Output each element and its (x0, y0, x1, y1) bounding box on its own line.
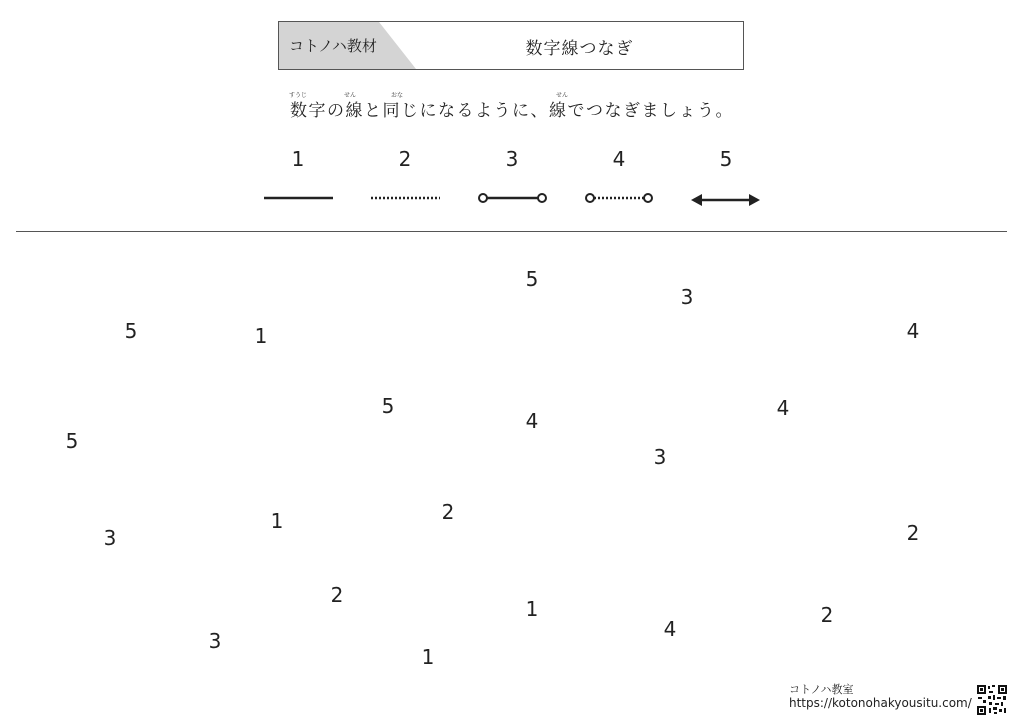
legend-number-5: 5 (719, 147, 733, 171)
instruction-text: 数字の線と同じになるように、線でつなぎましょう。 (290, 101, 734, 121)
section-divider (16, 231, 1007, 232)
furigana-suuji: すうじ (289, 92, 308, 99)
point-number[interactable]: 4 (906, 319, 920, 343)
point-number[interactable]: 3 (653, 445, 667, 469)
point-number[interactable]: 4 (776, 396, 790, 420)
point-number[interactable]: 4 (525, 409, 539, 433)
point-number[interactable]: 2 (906, 521, 920, 545)
legend-line-samples (0, 180, 1024, 220)
legend-number-2: 2 (398, 147, 412, 171)
point-number[interactable]: 1 (254, 324, 268, 348)
qr-code-icon (976, 684, 1008, 716)
point-number[interactable]: 2 (441, 500, 455, 524)
footer-url-link[interactable]: https://kotonohakyousitu.com/ (789, 696, 972, 710)
footer-site-name: コトノハ教室 (789, 683, 854, 696)
point-number[interactable]: 3 (103, 526, 117, 550)
furigana-sen-1: せん (344, 92, 357, 99)
point-number[interactable]: 5 (381, 394, 395, 418)
point-number[interactable]: 5 (124, 319, 138, 343)
point-number[interactable]: 1 (421, 645, 435, 669)
legend-line-5-double-arrow (691, 194, 760, 206)
point-number[interactable]: 1 (270, 509, 284, 533)
worksheet-title: 数字線つなぎ (525, 39, 634, 59)
legend-number-1: 1 (291, 147, 305, 171)
point-number[interactable]: 5 (525, 267, 539, 291)
furigana-sen-2: せん (556, 92, 569, 99)
point-number[interactable]: 3 (208, 629, 222, 653)
header-tab-label: コトノハ教材 (289, 37, 377, 55)
point-number[interactable]: 3 (680, 285, 694, 309)
legend-line-4-dotted-circle-ends (586, 194, 652, 202)
furigana-ona: おな (391, 92, 404, 99)
point-number[interactable]: 2 (330, 583, 344, 607)
point-number[interactable]: 2 (820, 603, 834, 627)
worksheet-header (278, 21, 744, 70)
point-number[interactable]: 4 (663, 617, 677, 641)
legend-number-3: 3 (505, 147, 519, 171)
point-number[interactable]: 5 (65, 429, 79, 453)
legend-number-4: 4 (612, 147, 626, 171)
legend-line-3-circle-ends (479, 194, 546, 202)
point-number[interactable]: 1 (525, 597, 539, 621)
